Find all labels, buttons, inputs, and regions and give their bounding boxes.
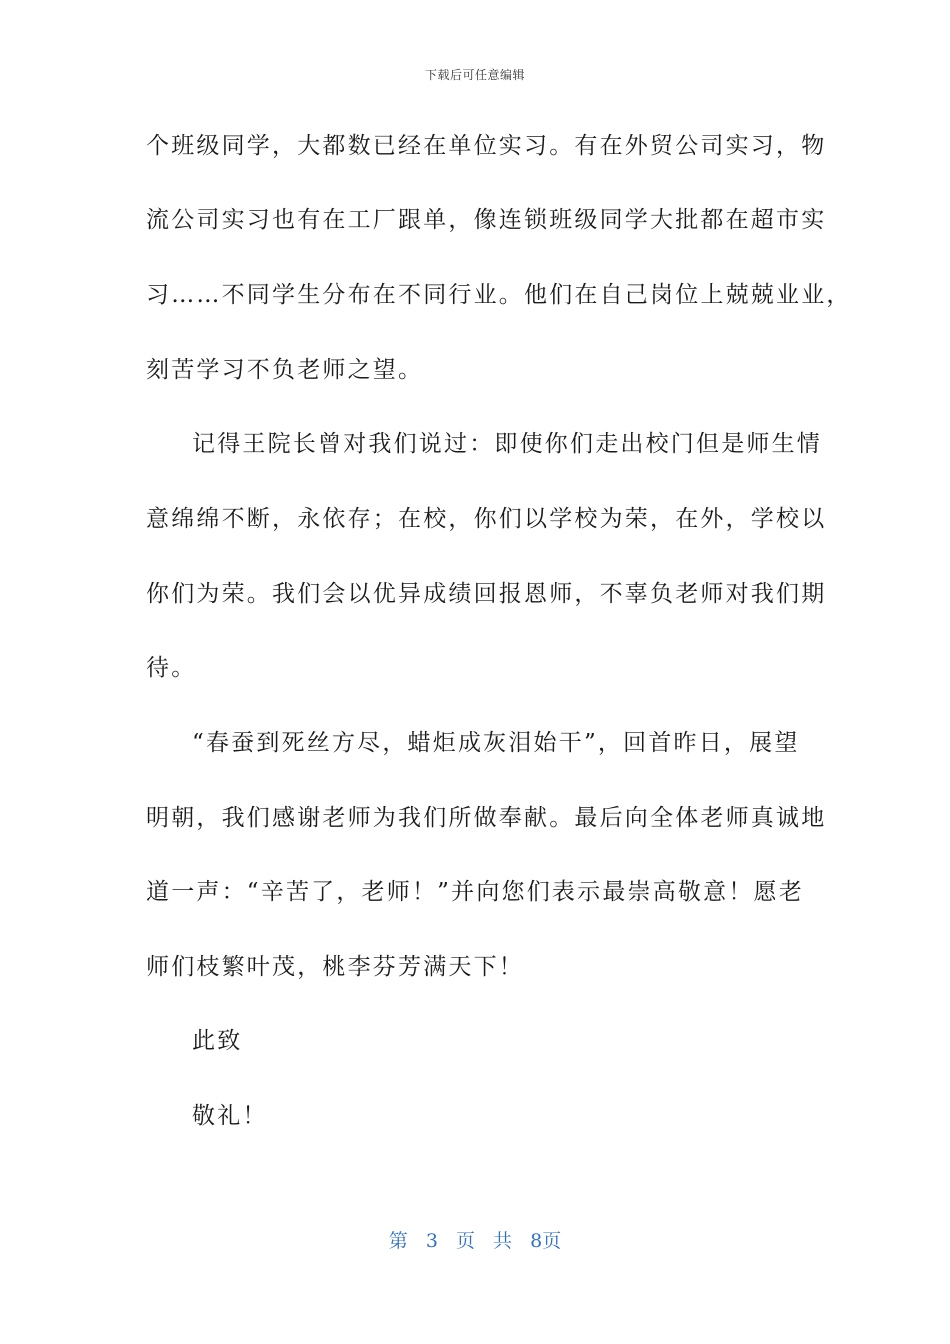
paragraph-line: 你们为荣。我们会以优异成绩回报恩师，不辜负老师对我们期: [146, 581, 827, 607]
footer-current-page: 3: [425, 1230, 438, 1252]
paragraph-line: 记得王院长曾对我们说过：即使你们走出校门但是师生情: [192, 431, 822, 457]
paragraph-line: 刻苦学习不负老师之望。: [146, 357, 424, 383]
footer-total-pages: 8页: [530, 1230, 562, 1252]
paragraph-line: “春蚕到死丝方尽，蜡炬成灰泪始干”，回首昨日，展望: [192, 730, 800, 756]
footer-label-gong: 共: [493, 1230, 513, 1252]
paragraph-line: 流公司实习也有在工厂跟单，像连锁班级同学大批都在超市实: [146, 207, 827, 233]
page-header: 下载后可任意编辑: [424, 68, 525, 82]
page-footer: [0, 1226, 950, 1253]
paragraph-line: 待。: [146, 655, 197, 681]
closing-salutation: 此致: [192, 1028, 243, 1054]
paragraph-line: 习……不同学生分布在不同行业。他们在自己岗位上兢兢业业，: [146, 282, 852, 308]
footer-label-di: 第: [388, 1230, 408, 1252]
paragraph-line: 道一声：“辛苦了，老师！”并向您们表示最崇高敬意！愿老: [146, 879, 804, 905]
paragraph-line: 意绵绵不断，永依存；在校，你们以学校为荣，在外，学校以: [146, 506, 827, 532]
paragraph-line: 个班级同学，大都数已经在单位实习。有在外贸公司实习，物: [146, 133, 827, 159]
footer-label-ye: 页: [455, 1230, 475, 1252]
paragraph-line: 明朝，我们感谢老师为我们所做奉献。最后向全体老师真诚地: [146, 805, 827, 831]
paragraph-line: 师们枝繁叶茂，桃李芬芳满天下！: [146, 954, 524, 980]
closing-regards: 敬礼！: [192, 1103, 268, 1129]
